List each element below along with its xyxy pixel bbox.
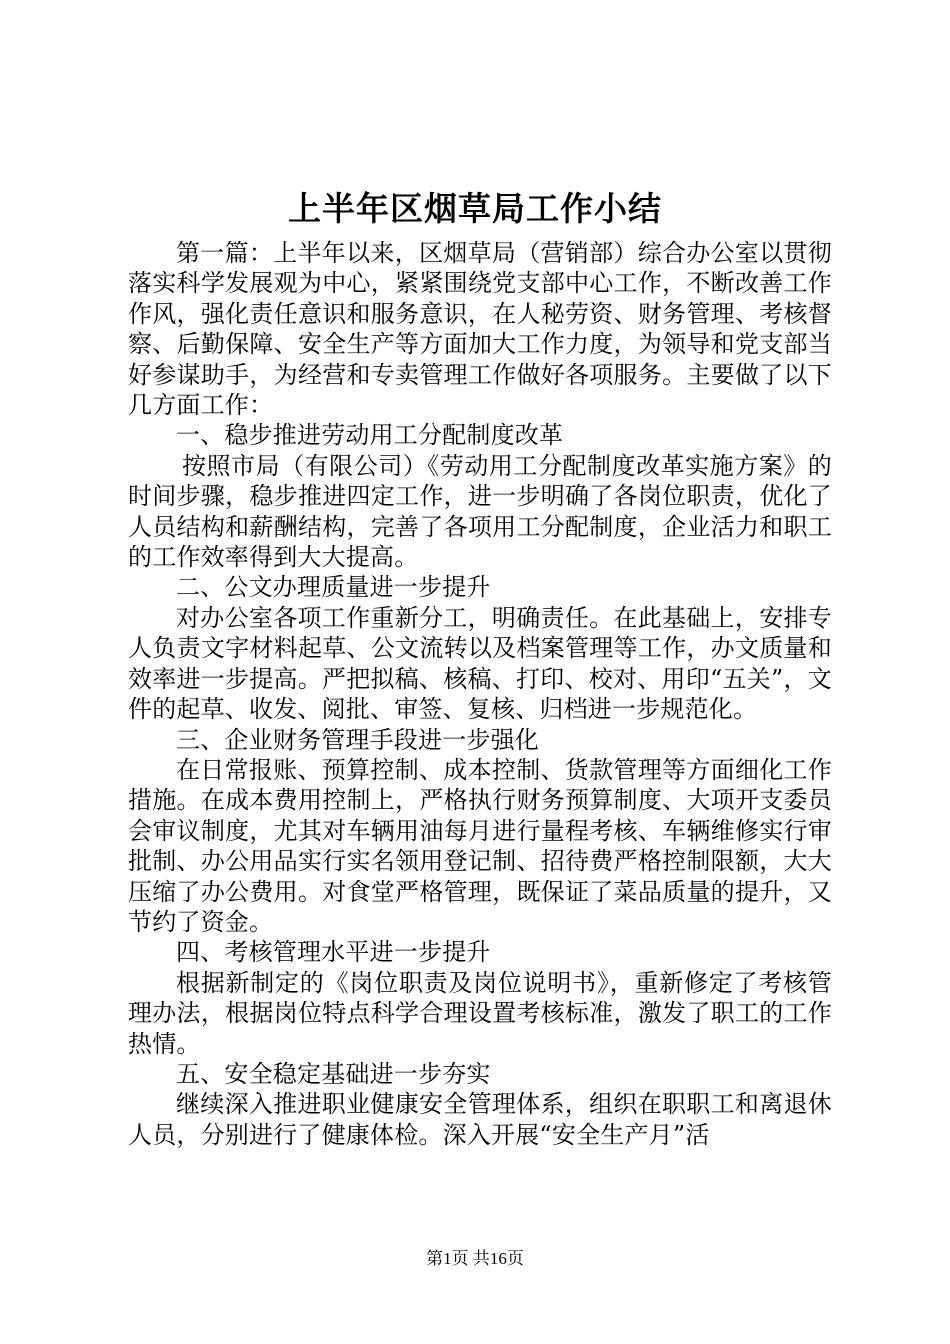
- document-body: [128, 238, 832, 1150]
- section-paragraph-5: 继续深入推进职业健康安全管理体系，组织在职职工和离退休人员，分别进行了健康体检。深入开展“安全生产月”活: [128, 1090, 832, 1149]
- section-heading-2: 二、公文办理质量进一步提升: [176, 573, 491, 602]
- section-heading-5: 五、安全稳定基础进一步夯实: [176, 1059, 491, 1088]
- section-heading-3: 三、企业财务管理手段进一步强化: [176, 725, 539, 754]
- section-paragraph-1: 按照市局（有限公司）《劳动用工分配制度改革实施方案》的时间步骤，稳步推进四定工作，进一步明确了各岗位职责，优化了人员结构和薪酬结构，完善了各项用工分配制度，企业活力和职工的工作效率得到大大提高。: [128, 451, 832, 572]
- document-title: 上半年区烟草局工作小结: [288, 189, 662, 228]
- section-heading-1: 一、稳步推进劳动用工分配制度改革: [176, 421, 564, 450]
- intro-paragraph: 第一篇：上半年以来，区烟草局（营销部）综合办公室以贯彻落实科学发展观为中心，紧紧围绕党支部中心工作，不断改善工作作风，强化责任意识和服务意识，在人秘劳资、财务管理、考核督察、后勤保障、安全生产等方面加大工作力度，为领导和党支部当好参谋助手，为经营和专卖管理工作做好各项服务。主要做了以下几方面工作：: [128, 239, 832, 420]
- page-number-footer: 第1页 共16页: [426, 1249, 524, 1268]
- section-paragraph-2: 对办公室各项工作重新分工，明确责任。在此基础上，安排专人负责文字材料起草、公文流转以及档案管理等工作，办文质量和效率进一步提高。严把拟稿、核稿、打印、校对、用印“五关”，文件的起草、收发、阅批、审签、复核、归档进一步规范化。: [128, 603, 832, 724]
- section-paragraph-3: 在日常报账、预算控制、成本控制、货款管理等方面细化工作措施。在成本费用控制上，严格执行财务预算制度、大项开支委员会审议制度，尤其对车辆用油每月进行量程考核、车辆维修实行审批制、办公用品实行实名领用登记制、招待费严格控制限额，大大压缩了办公费用。对食堂严格管理，既保证了菜品质量的提升，又节约了资金。: [128, 755, 832, 936]
- section-heading-4: 四、考核管理水平进一步提升: [176, 938, 491, 967]
- section-paragraph-4: 根据新制定的《岗位职责及岗位说明书》，重新修定了考核管理办法，根据岗位特点科学合理设置考核标准，激发了职工的工作热情。: [128, 968, 832, 1058]
